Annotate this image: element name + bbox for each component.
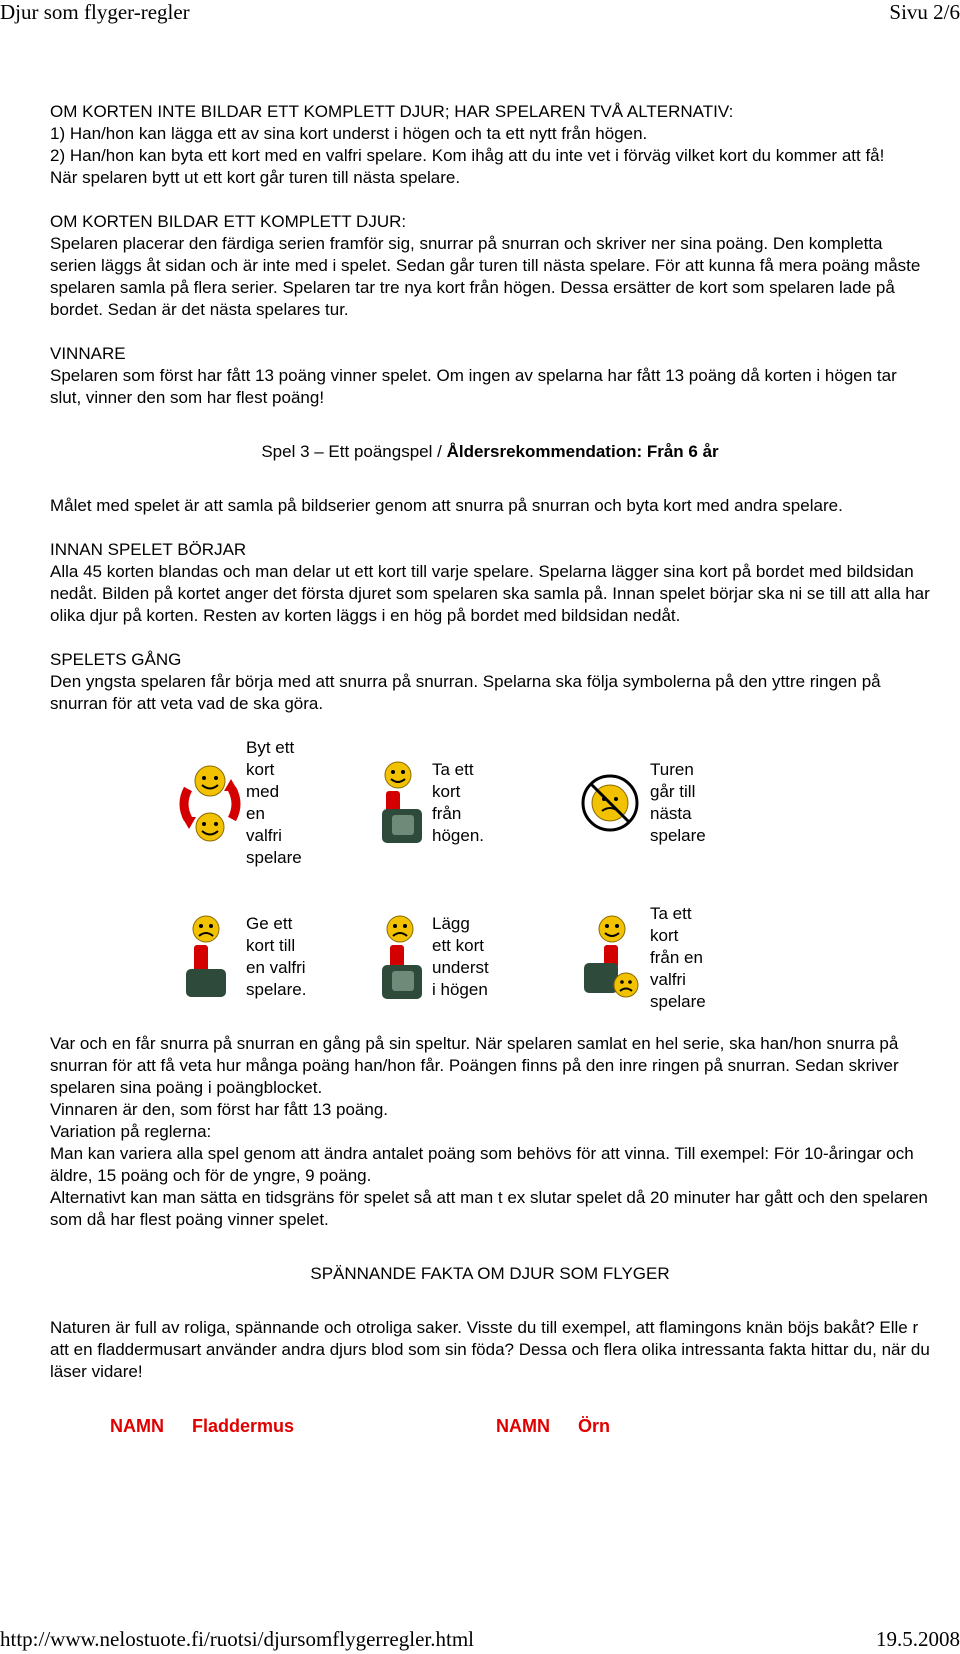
paragraph: Man kan variera alla spel genom att ändra antalet poäng som behövs för att vinna. Till exempel: För 10-åringar och äldre, 15 poäng och för de yngre, 9 poäng.: [50, 1144, 914, 1185]
section-heading: SPELETS GÅNG: [50, 650, 182, 669]
paragraph: Målet med spelet är att samla på bildserier genom att snurra på snurran och byta kort med andra spelare.: [50, 496, 843, 515]
paragraph: Den yngsta spelaren får börja med att snurra på snurran. Spelarna ska följa symbolerna på den yttre ringen på snurran för att veta vad de ska göra.: [50, 672, 881, 713]
paragraph: Spelaren som först har fått 13 poäng vinner spelet. Om ingen av spelarna har fått 13 poäng då korten i högen tar slut, vinner den som har flest poäng!: [50, 366, 897, 407]
animal-names: [50, 1415, 930, 1445]
paragraph: Vinnaren är den, som först har fått 13 poäng.: [50, 1100, 389, 1119]
print-date: 19.5.2008: [876, 1627, 960, 1651]
game-title: [50, 441, 930, 463]
paragraph: Alla 45 korten blandas och man delar ut ett kort till varje spelare. Spelarna lägger sina kort på bordet med bildsidan nedåt. Bilden på kortet anger det första djuret som spelaren ska samla på. Innan spelet börjar ska ni se till att alla har olika djur på korten. Resten av korten läggs i en hög på bordet med bildsidan nedåt.: [50, 562, 930, 625]
paragraph: Alternativt kan man sätta en tidsgräns för spelet så att man t ex slutar spelet då 20 minuter har gått och den spelaren som då har flest poäng vinner spelet.: [50, 1188, 928, 1229]
document-title: Djur som flyger-regler: [0, 0, 190, 24]
animal-name: Fladdermus: [192, 1416, 295, 1436]
symbol-text: Turen går till nästa spelare: [650, 760, 706, 845]
animal-name: Örn: [578, 1416, 611, 1436]
age-recommendation: Åldersrekommendation: Från 6 år: [446, 442, 719, 461]
sad-face-put-card-icon: [372, 913, 436, 1003]
section-heading: INNAN SPELET BÖRJAR: [50, 540, 247, 559]
page-header: [0, 0, 960, 26]
happy-face-take-card-icon: [372, 759, 436, 849]
document-body: [50, 101, 930, 1445]
crossed-face-skip-icon: [578, 759, 642, 849]
symbol-grid: [50, 733, 930, 1023]
paragraph: 2) Han/hon kan byta ett kort med en valfri spelare. Kom ihåg att du inte vet i förväg vilket kort du kommer att få!: [50, 146, 885, 165]
symbol-text: Ta ett kort från en valfri spelare: [650, 904, 706, 1011]
name-label: NAMN: [496, 1416, 550, 1436]
section-heading: OM KORTEN BILDAR ETT KOMPLETT DJUR:: [50, 212, 407, 231]
symbol-text: Lägg ett kort underst i högen: [432, 914, 489, 999]
paragraph: När spelaren bytt ut ett kort går turen till nästa spelare.: [50, 168, 461, 187]
page-number: Sivu 2/6: [889, 0, 960, 24]
page-footer: [0, 1627, 960, 1653]
symbol-text: Ta ett kort från högen.: [432, 760, 484, 845]
symbol-text: Byt ett kort med en valfri spelare: [246, 738, 302, 867]
happy-sad-faces-take-icon: [578, 913, 642, 1003]
paragraph: 1) Han/hon kan lägga ett av sina kort underst i högen och ta ett nytt från högen.: [50, 124, 648, 143]
paragraph: Variation på reglerna:: [50, 1122, 212, 1141]
name-label: NAMN: [110, 1416, 164, 1436]
paragraph: Naturen är full av roliga, spännande och otroliga saker. Visste du till exempel, att flamingons knän böjs bakåt? Elle r att en fladdermusart använder andra djurs blod som sin föda? Dessa och flera olika intressanta fakta hittar du, när du läser vidare!: [50, 1318, 930, 1381]
facts-heading: SPÄNNANDE FAKTA OM DJUR SOM FLYGER: [310, 1264, 670, 1283]
symbol-text: Ge ett kort till en valfri spelare.: [246, 914, 307, 999]
paragraph: Spelaren placerar den färdiga serien framför sig, snurrar på snurran och skriver ner sina poäng. Den kompletta serien läggs åt sidan och är inte med i spelet. Sedan går turen till nästa spelare. För att kunna få mera poäng måste spelaren samla på flera serier. Spelaren tar tre nya kort från högen. Dessa ersätter de kort som spelaren lade på bordet. Sedan är det nästa spelares tur.: [50, 234, 921, 319]
sad-face-give-card-icon: [178, 913, 242, 1003]
paragraph: Var och en får snurra på snurran en gång på sin speltur. När spelaren samlat en hel serie, ska han/hon snurra på snurran för att få veta hur många poäng han/hon får. Poängen finns på den inre ringen på snurran. Sedan skriver spelaren sina poäng i poängblocket.: [50, 1034, 899, 1097]
source-url: http://www.nelostuote.fi/ruotsi/djursomflygerregler.html: [0, 1627, 474, 1651]
section-heading: OM KORTEN INTE BILDAR ETT KOMPLETT DJUR; HAR SPELAREN TVÅ ALTERNATIV:: [50, 102, 734, 121]
swap-happy-faces-icon: [178, 759, 242, 849]
section-heading: VINNARE: [50, 344, 126, 363]
game-title-plain: Spel 3 – Ett poängspel /: [261, 442, 447, 461]
